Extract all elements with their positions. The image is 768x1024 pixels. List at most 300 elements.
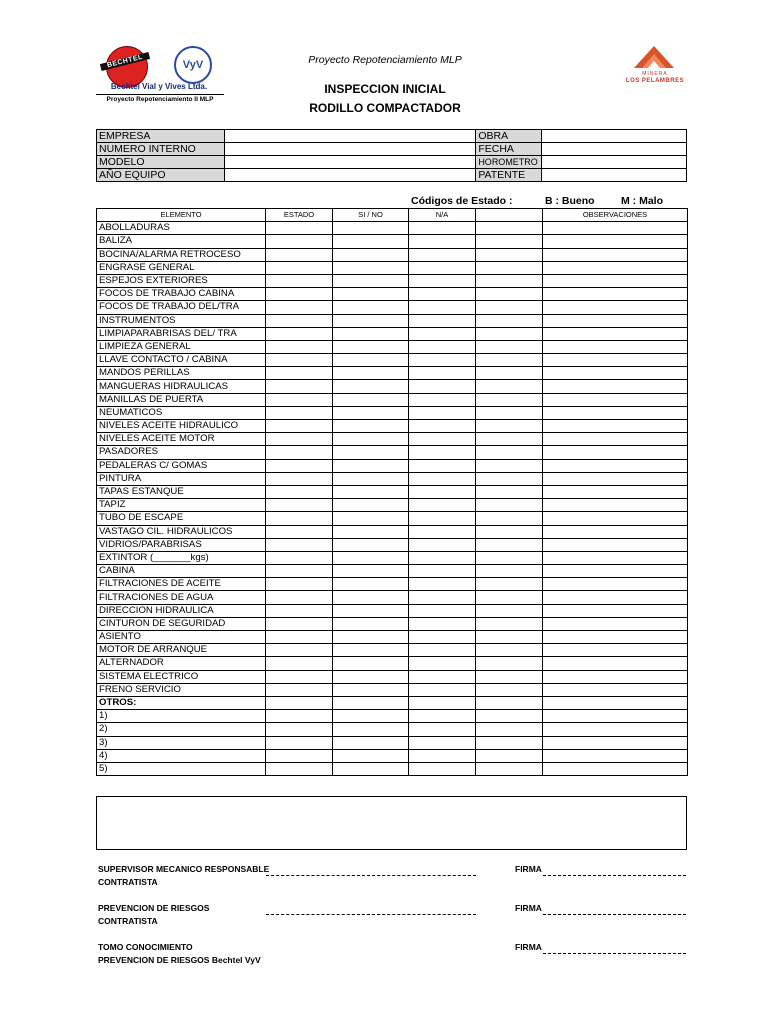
table-row <box>97 696 688 709</box>
si-no-cell[interactable] <box>333 433 409 446</box>
extra-cell[interactable] <box>476 406 543 419</box>
na-cell[interactable] <box>409 578 476 591</box>
observaciones-cell[interactable] <box>543 657 688 670</box>
extra-cell[interactable] <box>476 261 543 274</box>
extra-cell[interactable] <box>476 749 543 762</box>
extra-cell[interactable] <box>476 710 543 723</box>
estado-cell[interactable] <box>266 327 333 340</box>
extra-cell[interactable] <box>476 762 543 775</box>
si-no-cell[interactable] <box>333 420 409 433</box>
status-code-good: B : Bueno <box>545 195 595 207</box>
bechtel-vyv-logo <box>96 44 224 110</box>
si-no-cell[interactable] <box>333 591 409 604</box>
field-label-patente: PATENTE <box>476 169 542 182</box>
estado-cell[interactable] <box>266 472 333 485</box>
los-pelambres-logo <box>624 44 686 90</box>
table-row <box>97 499 688 512</box>
estado-cell[interactable] <box>266 261 333 274</box>
row-element-label: MANDOS PERILLAS <box>97 367 266 380</box>
observaciones-cell[interactable] <box>543 696 688 709</box>
estado-cell[interactable] <box>266 367 333 380</box>
project-header: Proyecto Repotenciamiento MLP <box>308 54 462 66</box>
observaciones-cell[interactable] <box>543 367 688 380</box>
observaciones-cell[interactable] <box>543 604 688 617</box>
extra-cell[interactable] <box>476 565 543 578</box>
supervisor-label-line-2: CONTRATISTA <box>98 877 158 887</box>
row-element-label: PEDALERAS C/ GOMAS <box>97 459 266 472</box>
firma-line-1[interactable] <box>543 875 686 876</box>
firma-label-1: FIRMA <box>515 864 542 874</box>
extra-cell[interactable] <box>476 657 543 670</box>
extra-cell[interactable] <box>476 578 543 591</box>
na-cell[interactable] <box>409 749 476 762</box>
observaciones-cell[interactable] <box>543 591 688 604</box>
si-no-cell[interactable] <box>333 222 409 235</box>
row-element-label: ENGRASE GENERAL <box>97 261 266 274</box>
row-element-label: ASIENTO <box>97 631 266 644</box>
si-no-cell[interactable] <box>333 499 409 512</box>
table-row <box>97 551 688 564</box>
estado-cell[interactable] <box>266 591 333 604</box>
si-no-cell[interactable] <box>333 631 409 644</box>
table-row <box>97 578 688 591</box>
extra-cell[interactable] <box>476 288 543 301</box>
extra-cell[interactable] <box>476 485 543 498</box>
extra-cell[interactable] <box>476 380 543 393</box>
si-no-cell[interactable] <box>333 274 409 287</box>
extra-cell[interactable] <box>476 301 543 314</box>
si-no-cell[interactable] <box>333 314 409 327</box>
extra-cell[interactable] <box>476 670 543 683</box>
na-cell[interactable] <box>409 762 476 775</box>
extra-cell[interactable] <box>476 499 543 512</box>
observaciones-cell[interactable] <box>543 406 688 419</box>
extra-cell[interactable] <box>476 393 543 406</box>
observaciones-cell[interactable] <box>543 274 688 287</box>
horometro-field[interactable] <box>542 156 687 169</box>
si-no-cell[interactable] <box>333 762 409 775</box>
estado-cell[interactable] <box>266 288 333 301</box>
estado-cell[interactable] <box>266 710 333 723</box>
table-row <box>97 683 688 696</box>
estado-cell[interactable] <box>266 551 333 564</box>
na-cell[interactable] <box>409 485 476 498</box>
si-no-cell[interactable] <box>333 380 409 393</box>
row-element-label: NIVELES ACEITE HIDRAULICO <box>97 420 266 433</box>
extra-cell[interactable] <box>476 340 543 353</box>
extra-cell[interactable] <box>476 446 543 459</box>
observaciones-cell[interactable] <box>543 248 688 261</box>
si-no-cell[interactable] <box>333 485 409 498</box>
observaciones-cell[interactable] <box>543 749 688 762</box>
si-no-cell[interactable] <box>333 578 409 591</box>
si-no-cell[interactable] <box>333 565 409 578</box>
si-no-cell[interactable] <box>333 301 409 314</box>
si-no-cell[interactable] <box>333 340 409 353</box>
na-cell[interactable] <box>409 736 476 749</box>
extra-cell[interactable] <box>476 538 543 551</box>
observaciones-cell[interactable] <box>543 261 688 274</box>
estado-cell[interactable] <box>266 762 333 775</box>
na-cell[interactable] <box>409 354 476 367</box>
observaciones-cell[interactable] <box>543 762 688 775</box>
na-cell[interactable] <box>409 644 476 657</box>
si-no-cell[interactable] <box>333 710 409 723</box>
estado-cell[interactable] <box>266 393 333 406</box>
na-cell[interactable] <box>409 393 476 406</box>
observaciones-cell[interactable] <box>543 710 688 723</box>
estado-cell[interactable] <box>266 723 333 736</box>
row-element-label: PASADORES <box>97 446 266 459</box>
na-cell[interactable] <box>409 512 476 525</box>
estado-cell[interactable] <box>266 644 333 657</box>
si-no-cell[interactable] <box>333 749 409 762</box>
na-cell[interactable] <box>409 459 476 472</box>
na-cell[interactable] <box>409 683 476 696</box>
table-row <box>97 288 688 301</box>
estado-cell[interactable] <box>266 683 333 696</box>
field-label-obra: OBRA <box>476 130 542 143</box>
estado-cell[interactable] <box>266 565 333 578</box>
na-cell[interactable] <box>409 723 476 736</box>
extra-cell[interactable] <box>476 327 543 340</box>
column-header-si-no: SI / NO <box>333 209 409 222</box>
si-no-cell[interactable] <box>333 446 409 459</box>
numero-interno-field[interactable] <box>224 143 475 156</box>
na-cell[interactable] <box>409 538 476 551</box>
si-no-cell[interactable] <box>333 723 409 736</box>
form-title: INSPECCION INICIAL <box>324 82 446 96</box>
si-no-cell[interactable] <box>333 406 409 419</box>
na-cell[interactable] <box>409 406 476 419</box>
estado-cell[interactable] <box>266 499 333 512</box>
row-element-label: 5) <box>97 762 266 775</box>
obra-field[interactable] <box>542 130 687 143</box>
estado-cell[interactable] <box>266 380 333 393</box>
estado-cell[interactable] <box>266 235 333 248</box>
firma-line-3[interactable] <box>543 953 686 954</box>
prevencion-label <box>98 902 209 928</box>
estado-cell[interactable] <box>266 670 333 683</box>
si-no-cell[interactable] <box>333 459 409 472</box>
estado-cell[interactable] <box>266 512 333 525</box>
table-row <box>97 274 688 287</box>
column-header-blank <box>476 209 543 222</box>
si-no-cell[interactable] <box>333 512 409 525</box>
na-cell[interactable] <box>409 565 476 578</box>
table-row <box>97 459 688 472</box>
na-cell[interactable] <box>409 433 476 446</box>
extra-cell[interactable] <box>476 631 543 644</box>
estado-cell[interactable] <box>266 406 333 419</box>
na-cell[interactable] <box>409 499 476 512</box>
estado-cell[interactable] <box>266 631 333 644</box>
na-cell[interactable] <box>409 551 476 564</box>
extra-cell[interactable] <box>476 274 543 287</box>
observations-box[interactable] <box>96 796 687 850</box>
extra-cell[interactable] <box>476 551 543 564</box>
estado-cell[interactable] <box>266 340 333 353</box>
row-element-label: BALIZA <box>97 235 266 248</box>
extra-cell[interactable] <box>476 235 543 248</box>
supervisor-signature-line[interactable] <box>266 875 476 876</box>
status-code-bad: M : Malo <box>621 195 663 207</box>
observaciones-cell[interactable] <box>543 433 688 446</box>
table-row <box>97 340 688 353</box>
observaciones-cell[interactable] <box>543 314 688 327</box>
row-element-label: SISTEMA ELECTRICO <box>97 670 266 683</box>
estado-cell[interactable] <box>266 314 333 327</box>
extra-cell[interactable] <box>476 222 543 235</box>
inspection-table <box>96 208 688 776</box>
estado-cell[interactable] <box>266 578 333 591</box>
si-no-cell[interactable] <box>333 327 409 340</box>
table-row <box>97 538 688 551</box>
observaciones-cell[interactable] <box>543 288 688 301</box>
na-cell[interactable] <box>409 604 476 617</box>
observaciones-cell[interactable] <box>543 683 688 696</box>
observaciones-cell[interactable] <box>543 354 688 367</box>
modelo-field[interactable] <box>224 156 475 169</box>
estado-cell[interactable] <box>266 749 333 762</box>
si-no-cell[interactable] <box>333 354 409 367</box>
estado-cell[interactable] <box>266 459 333 472</box>
na-cell[interactable] <box>409 710 476 723</box>
table-row <box>97 604 688 617</box>
si-no-cell[interactable] <box>333 393 409 406</box>
na-cell[interactable] <box>409 235 476 248</box>
na-cell[interactable] <box>409 591 476 604</box>
si-no-cell[interactable] <box>333 367 409 380</box>
logo-los-pelambres-text: LOS PELAMBRES <box>625 78 685 84</box>
estado-cell[interactable] <box>266 301 333 314</box>
table-row <box>97 446 688 459</box>
estado-cell[interactable] <box>266 446 333 459</box>
extra-cell[interactable] <box>476 736 543 749</box>
estado-cell[interactable] <box>266 420 333 433</box>
si-no-cell[interactable] <box>333 617 409 630</box>
extra-cell[interactable] <box>476 367 543 380</box>
extra-cell[interactable] <box>476 644 543 657</box>
estado-cell[interactable] <box>266 354 333 367</box>
na-cell[interactable] <box>409 274 476 287</box>
extra-cell[interactable] <box>476 420 543 433</box>
row-element-label: LLAVE CONTACTO / CABINA <box>97 354 266 367</box>
si-no-cell[interactable] <box>333 525 409 538</box>
estado-cell[interactable] <box>266 657 333 670</box>
na-cell[interactable] <box>409 367 476 380</box>
table-row <box>97 631 688 644</box>
extra-cell[interactable] <box>476 314 543 327</box>
table-row <box>97 644 688 657</box>
na-cell[interactable] <box>409 222 476 235</box>
observaciones-cell[interactable] <box>543 327 688 340</box>
observaciones-cell[interactable] <box>543 644 688 657</box>
estado-cell[interactable] <box>266 604 333 617</box>
na-cell[interactable] <box>409 525 476 538</box>
observaciones-cell[interactable] <box>543 235 688 248</box>
row-element-label: ESPEJOS EXTERIORES <box>97 274 266 287</box>
na-cell[interactable] <box>409 670 476 683</box>
extra-cell[interactable] <box>476 591 543 604</box>
na-cell[interactable] <box>409 631 476 644</box>
ano-equipo-field[interactable] <box>224 169 475 182</box>
na-cell[interactable] <box>409 248 476 261</box>
extra-cell[interactable] <box>476 525 543 538</box>
estado-cell[interactable] <box>266 485 333 498</box>
si-no-cell[interactable] <box>333 551 409 564</box>
table-row <box>97 565 688 578</box>
observaciones-cell[interactable] <box>543 723 688 736</box>
si-no-cell[interactable] <box>333 235 409 248</box>
extra-cell[interactable] <box>476 472 543 485</box>
logo-project-subtitle: Proyecto Repotenciamiento II MLP <box>106 96 214 103</box>
na-cell[interactable] <box>409 472 476 485</box>
row-element-label: FILTRACIONES DE ACEITE <box>97 578 266 591</box>
si-no-cell[interactable] <box>333 696 409 709</box>
column-header-na: N/A <box>409 209 476 222</box>
observaciones-cell[interactable] <box>543 499 688 512</box>
na-cell[interactable] <box>409 314 476 327</box>
extra-cell[interactable] <box>476 248 543 261</box>
na-cell[interactable] <box>409 446 476 459</box>
na-cell[interactable] <box>409 420 476 433</box>
tomo-label-line-2: PREVENCION DE RIESGOS Bechtel VyV <box>98 955 261 965</box>
table-row <box>97 393 688 406</box>
estado-cell[interactable] <box>266 248 333 261</box>
row-element-label: EXTINTOR (_______kgs) <box>97 551 266 564</box>
row-element-label: MANILLAS DE PUERTA <box>97 393 266 406</box>
extra-cell[interactable] <box>476 433 543 446</box>
na-cell[interactable] <box>409 327 476 340</box>
si-no-cell[interactable] <box>333 604 409 617</box>
table-row <box>97 261 688 274</box>
observaciones-cell[interactable] <box>543 446 688 459</box>
na-cell[interactable] <box>409 657 476 670</box>
si-no-cell[interactable] <box>333 538 409 551</box>
observaciones-cell[interactable] <box>543 301 688 314</box>
table-row <box>97 710 688 723</box>
table-row <box>97 736 688 749</box>
row-element-label: ABOLLADURAS <box>97 222 266 235</box>
observaciones-cell[interactable] <box>543 459 688 472</box>
column-header-elemento: ELEMENTO <box>97 209 266 222</box>
na-cell[interactable] <box>409 288 476 301</box>
observaciones-cell[interactable] <box>543 472 688 485</box>
row-element-label: ALTERNADOR <box>97 657 266 670</box>
estado-cell[interactable] <box>266 696 333 709</box>
patente-field[interactable] <box>542 169 687 182</box>
observaciones-cell[interactable] <box>543 565 688 578</box>
na-cell[interactable] <box>409 380 476 393</box>
fecha-field[interactable] <box>542 143 687 156</box>
observaciones-cell[interactable] <box>543 617 688 630</box>
extra-cell[interactable] <box>476 617 543 630</box>
observaciones-cell[interactable] <box>543 670 688 683</box>
prevencion-label-line-1: PREVENCION DE RIESGOS <box>98 903 210 913</box>
estado-cell[interactable] <box>266 274 333 287</box>
si-no-cell[interactable] <box>333 644 409 657</box>
row-element-label: MANGUERAS HIDRAULICAS <box>97 380 266 393</box>
table-row <box>97 354 688 367</box>
firma-label-2: FIRMA <box>515 903 542 913</box>
firma-line-2[interactable] <box>543 914 686 915</box>
row-element-label: 4) <box>97 749 266 762</box>
supervisor-label-line-1: SUPERVISOR MECANICO RESPONSABLE <box>98 864 270 874</box>
field-label-modelo: MODELO <box>97 156 225 169</box>
si-no-cell[interactable] <box>333 657 409 670</box>
si-no-cell[interactable] <box>333 736 409 749</box>
si-no-cell[interactable] <box>333 670 409 683</box>
si-no-cell[interactable] <box>333 683 409 696</box>
table-row <box>97 420 688 433</box>
observaciones-cell[interactable] <box>543 578 688 591</box>
extra-cell[interactable] <box>476 723 543 736</box>
observaciones-cell[interactable] <box>543 380 688 393</box>
observaciones-cell[interactable] <box>543 393 688 406</box>
na-cell[interactable] <box>409 617 476 630</box>
table-row <box>97 248 688 261</box>
observaciones-cell[interactable] <box>543 222 688 235</box>
estado-cell[interactable] <box>266 433 333 446</box>
na-cell[interactable] <box>409 340 476 353</box>
prevencion-signature-line[interactable] <box>266 914 476 915</box>
observaciones-cell[interactable] <box>543 420 688 433</box>
extra-cell[interactable] <box>476 354 543 367</box>
table-row <box>97 472 688 485</box>
extra-cell[interactable] <box>476 696 543 709</box>
observaciones-cell[interactable] <box>543 631 688 644</box>
observaciones-cell[interactable] <box>543 736 688 749</box>
observaciones-cell[interactable] <box>543 551 688 564</box>
row-element-label: 1) <box>97 710 266 723</box>
table-row <box>97 723 688 736</box>
extra-cell[interactable] <box>476 512 543 525</box>
si-no-cell[interactable] <box>333 261 409 274</box>
si-no-cell[interactable] <box>333 248 409 261</box>
row-element-label: FOCOS DE TRABAJO CABINA <box>97 288 266 301</box>
estado-cell[interactable] <box>266 222 333 235</box>
empresa-field[interactable] <box>224 130 475 143</box>
row-element-label: LIMPIEZA GENERAL <box>97 340 266 353</box>
na-cell[interactable] <box>409 301 476 314</box>
na-cell[interactable] <box>409 696 476 709</box>
observaciones-cell[interactable] <box>543 525 688 538</box>
estado-cell[interactable] <box>266 617 333 630</box>
table-row <box>97 485 688 498</box>
na-cell[interactable] <box>409 261 476 274</box>
si-no-cell[interactable] <box>333 288 409 301</box>
extra-cell[interactable] <box>476 604 543 617</box>
extra-cell[interactable] <box>476 459 543 472</box>
si-no-cell[interactable] <box>333 472 409 485</box>
estado-cell[interactable] <box>266 538 333 551</box>
row-element-label: INSTRUMENTOS <box>97 314 266 327</box>
tomo-label <box>98 941 261 967</box>
estado-cell[interactable] <box>266 525 333 538</box>
status-codes-label: Códigos de Estado : <box>411 195 513 207</box>
field-label-ano-equipo: AÑO EQUIPO <box>97 169 225 182</box>
estado-cell[interactable] <box>266 736 333 749</box>
observaciones-cell[interactable] <box>543 538 688 551</box>
observaciones-cell[interactable] <box>543 512 688 525</box>
observaciones-cell[interactable] <box>543 485 688 498</box>
extra-cell[interactable] <box>476 683 543 696</box>
tomo-label-line-1: TOMO CONOCIMIENTO <box>98 942 193 952</box>
observaciones-cell[interactable] <box>543 340 688 353</box>
logo-minera-text: MINERA <box>642 71 668 77</box>
row-element-label: TAPIZ <box>97 499 266 512</box>
